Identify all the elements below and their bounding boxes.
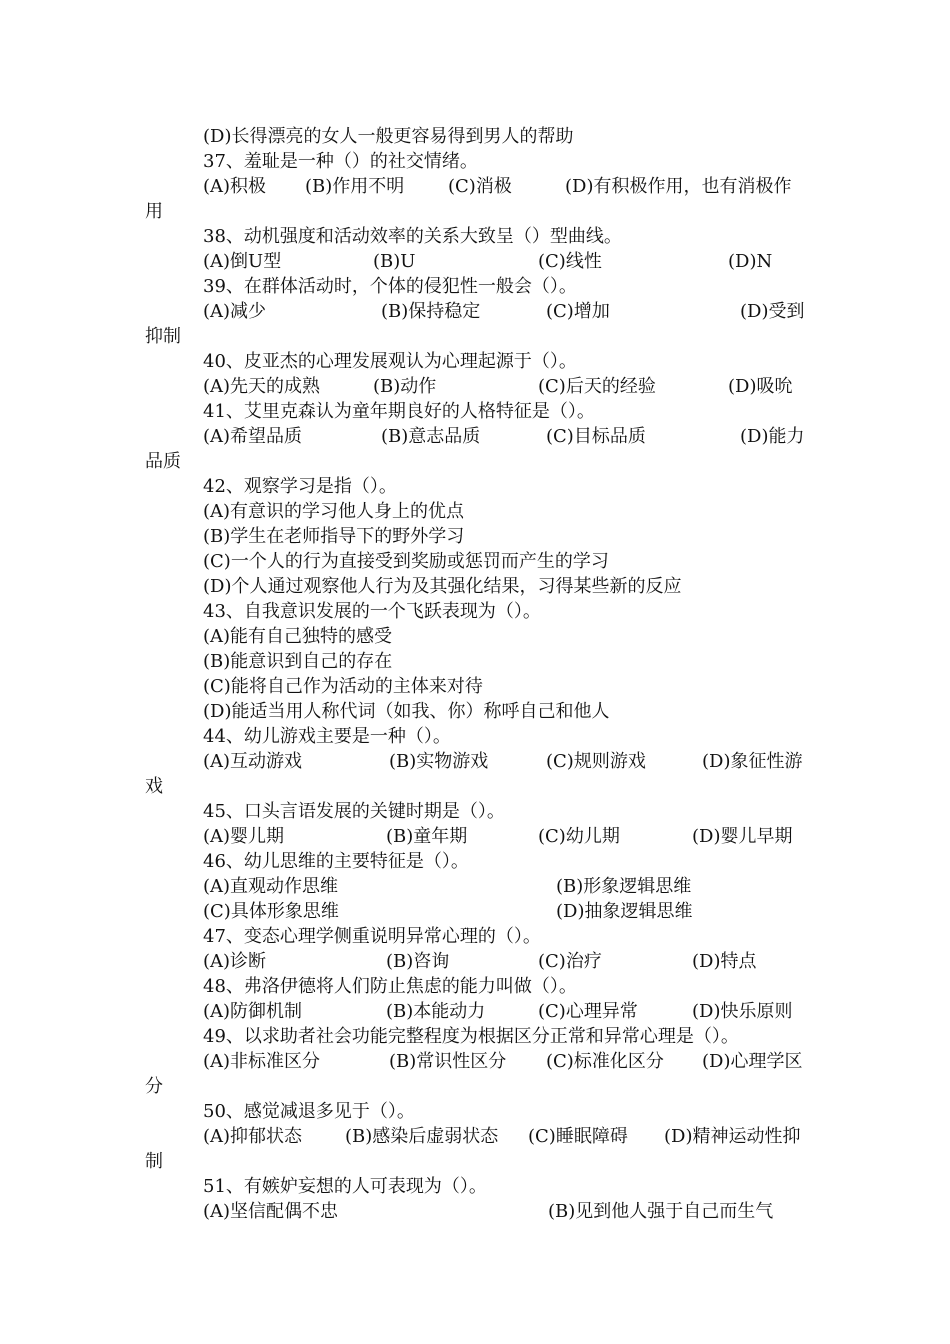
option-c: (C)目标品质 [546,426,646,447]
option-d: (D)快乐原则 [692,1001,793,1022]
options-row [0,824,950,849]
options-row [0,999,950,1024]
question-line: 48、弗洛伊德将人们防止焦虑的能力叫做（）。 [203,976,577,997]
options-row [0,749,950,774]
options-row [0,1049,950,1074]
option-d: (D)象征性游 [702,751,803,772]
question-line: 43、自我意识发展的一个飞跃表现为（）。 [203,601,541,622]
option-b: (B)感染后虚弱状态 [345,1126,499,1147]
options-row [0,174,950,199]
option-c: (C)治疗 [538,951,602,972]
option-a: (A)非标准区分 [203,1051,321,1072]
question-line: (B)能意识到自己的存在 [203,651,393,672]
option-c: (C)线性 [538,251,602,272]
question-line: 40、皮亚杰的心理发展观认为心理起源于（）。 [203,351,577,372]
option-a: (A)倒U型 [203,251,282,272]
option-c: (C)心理异常 [538,1001,638,1022]
option-b: (D)抽象逻辑思维 [556,901,693,922]
option-d: (D)受到 [740,301,805,322]
option-c: (C)幼儿期 [538,826,620,847]
option-c: (C)消极 [448,176,512,197]
question-line: (D)长得漂亮的女人一般更容易得到男人的帮助 [203,126,574,147]
option-b: (B)童年期 [386,826,468,847]
question-line: (A)能有自己独特的感受 [203,626,393,647]
question-line: 51、有嫉妒妄想的人可表现为（）。 [203,1176,487,1197]
question-line: 42、观察学习是指（）。 [203,476,397,497]
option-c: (C)增加 [546,301,610,322]
option-b: (B)本能动力 [386,1001,486,1022]
options-row [0,374,950,399]
option-b: (B)常识性区分 [389,1051,507,1072]
options-row [0,249,950,274]
option-d: (D)特点 [692,951,757,972]
question-line: 47、变态心理学侧重说明异常心理的（）。 [203,926,541,947]
question-line: (B)学生在老师指导下的野外学习 [203,526,465,547]
question-line: (D)能适当用人称代词（如我、你）称呼自己和他人 [203,701,610,722]
option-a: (C)具体形象思维 [203,901,339,922]
question-list [0,124,950,1224]
option-a: (A)坚信配偶不忠 [203,1201,339,1222]
option-c: (C)睡眠障碍 [528,1126,628,1147]
option-a: (A)直观动作思维 [203,876,339,897]
option-a: (A)防御机制 [203,1001,303,1022]
wrapped-text-line: 用 [145,201,163,222]
option-a: (A)诊断 [203,951,267,972]
question-line: (D)个人通过观察他人行为及其强化结果，习得某些新的反应 [203,576,682,597]
wrapped-text-line: 抑制 [145,326,181,347]
option-b: (B)见到他人强于自己而生气 [548,1201,774,1222]
option-b: (B)保持稳定 [381,301,481,322]
question-line: 37、羞耻是一种（）的社交情绪。 [203,151,478,172]
option-b: (B)形象逻辑思维 [556,876,692,897]
question-line: 38、动机强度和活动效率的关系大致呈（）型曲线。 [203,226,622,247]
option-b: (B)咨询 [386,951,450,972]
question-line: 39、在群体活动时，个体的侵犯性一般会（）。 [203,276,577,297]
question-line: 41、艾里克森认为童年期良好的人格特征是（）。 [203,401,595,422]
option-d: (D)吸吮 [728,376,793,397]
options-row [0,1124,950,1149]
options-row [0,899,950,924]
option-d: (D)N [728,251,773,272]
question-line: 49、以求助者社会功能完整程度为根据区分正常和异常心理是（）。 [203,1026,739,1047]
option-b: (B)意志品质 [381,426,481,447]
options-row [0,949,950,974]
option-a: (A)婴儿期 [203,826,285,847]
option-b: (B)作用不明 [305,176,405,197]
option-d: (D)能力 [740,426,805,447]
question-line: 50、感觉减退多见于（）。 [203,1101,415,1122]
question-line: 46、幼儿思维的主要特征是（）。 [203,851,469,872]
options-row [0,424,950,449]
option-b: (B)U [373,251,416,272]
option-c: (C)标准化区分 [546,1051,664,1072]
option-b: (B)实物游戏 [389,751,489,772]
option-d: (D)心理学区 [702,1051,803,1072]
wrapped-text-line: 品质 [145,451,181,472]
option-a: (A)减少 [203,301,267,322]
question-line: (C)一个人的行为直接受到奖励或惩罚而产生的学习 [203,551,609,572]
option-a: (A)抑郁状态 [203,1126,303,1147]
option-a: (A)互动游戏 [203,751,303,772]
option-d: (D)婴儿早期 [692,826,793,847]
option-c: (C)规则游戏 [546,751,646,772]
options-row [0,299,950,324]
option-d: (D)有积极作用，也有消极作 [565,176,792,197]
wrapped-text-line: 戏 [145,776,163,797]
question-line: (C)能将自己作为活动的主体来对待 [203,676,483,697]
question-line: (A)有意识的学习他人身上的优点 [203,501,465,522]
wrapped-text-line: 制 [145,1151,163,1172]
question-line: 44、幼儿游戏主要是一种（）。 [203,726,451,747]
option-a: (A)先天的成熟 [203,376,321,397]
option-a: (A)希望品质 [203,426,303,447]
option-b: (B)动作 [373,376,437,397]
option-c: (C)后天的经验 [538,376,656,397]
options-row [0,1199,950,1224]
options-row [0,874,950,899]
question-line: 45、口头言语发展的关键时期是（）。 [203,801,505,822]
wrapped-text-line: 分 [145,1076,163,1097]
option-a: (A)积极 [203,176,267,197]
option-d: (D)精神运动性抑 [664,1126,801,1147]
